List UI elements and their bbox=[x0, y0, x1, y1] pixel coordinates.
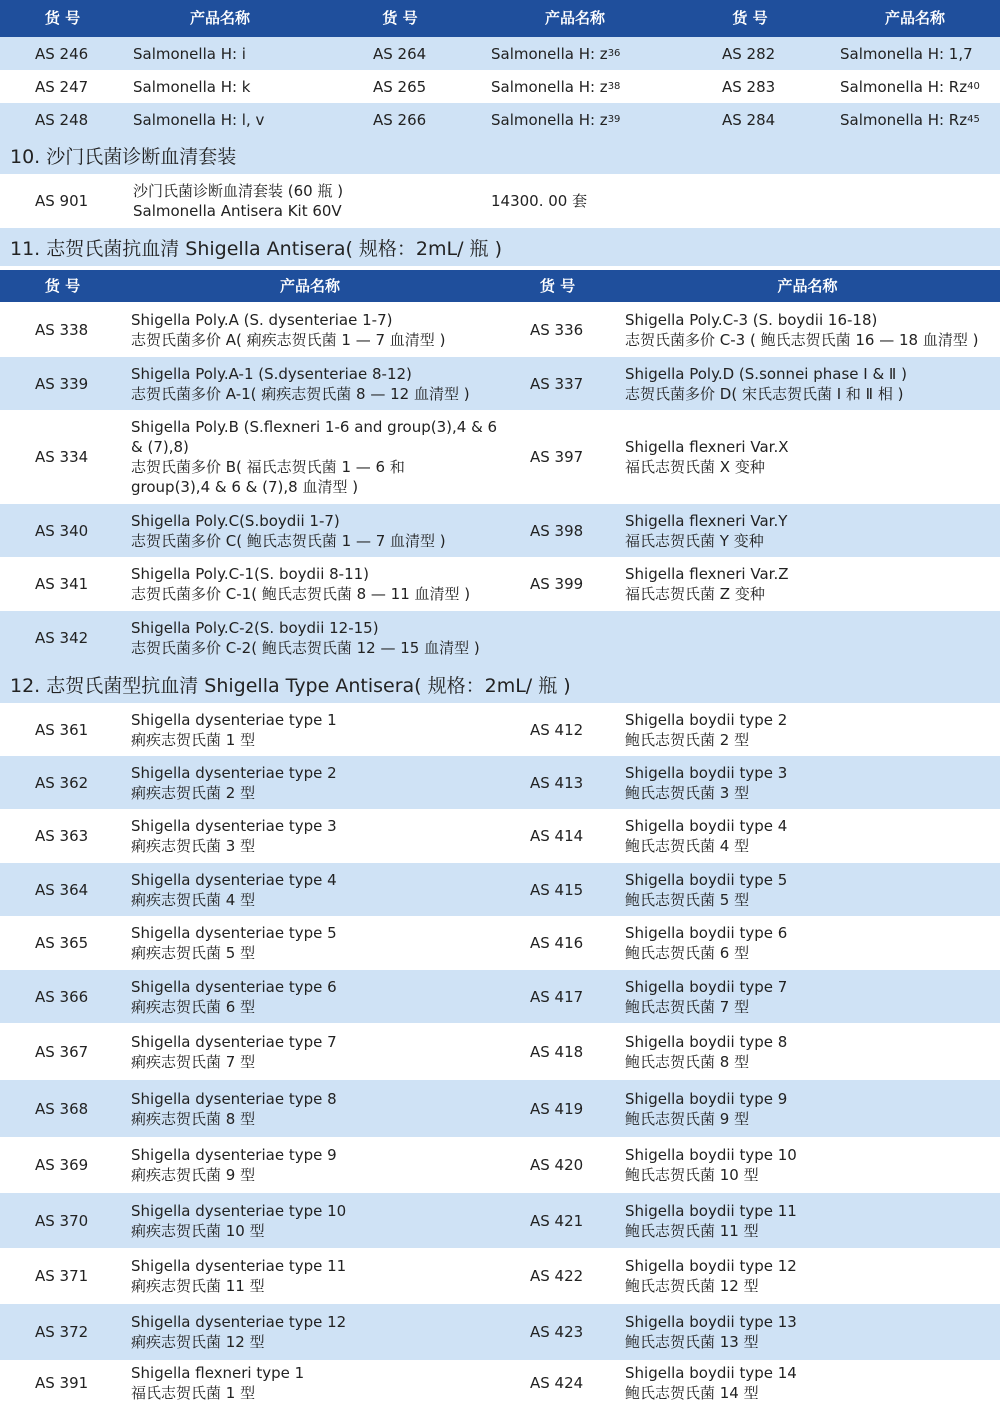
product-name-line: 鲍氏志贺氏菌 11 型 bbox=[625, 1221, 759, 1240]
product-name-line: Shigella Poly.C-3 (S. boydii 16-18) bbox=[625, 311, 878, 329]
product-name bbox=[625, 1360, 797, 1406]
product-name bbox=[625, 1248, 797, 1304]
product-name-line: Shigella dysenteriae type 4 bbox=[131, 870, 337, 889]
product-name bbox=[625, 756, 787, 809]
product-name bbox=[131, 703, 337, 756]
product-name bbox=[625, 863, 787, 916]
product-code: AS 417 bbox=[530, 987, 584, 1006]
product-code: AS 338 bbox=[35, 321, 89, 339]
table-row bbox=[0, 557, 1000, 611]
section-11-title bbox=[0, 228, 1000, 266]
product-name-line: Shigella dysenteriae type 12 bbox=[131, 1313, 347, 1331]
product-code: AS 413 bbox=[530, 773, 584, 792]
product-code: AS 363 bbox=[35, 827, 89, 845]
product-code: AS 412 bbox=[530, 720, 584, 739]
product-code: AS 419 bbox=[530, 1099, 584, 1118]
product-code: AS 416 bbox=[530, 934, 584, 952]
product-name-line: 鲍氏志贺氏菌 2 型 bbox=[625, 730, 750, 749]
product-name-line: 鲍氏志贺氏菌 5 型 bbox=[625, 890, 750, 909]
table2-header bbox=[0, 270, 1000, 302]
table-row bbox=[0, 1080, 1000, 1137]
product-code: AS 336 bbox=[530, 321, 584, 339]
table-row bbox=[0, 970, 1000, 1023]
product-name bbox=[625, 1080, 787, 1137]
product-name bbox=[131, 504, 446, 557]
product-name-line: 鲍氏志贺氏菌 6 型 bbox=[625, 944, 750, 962]
product-code: AS 362 bbox=[35, 773, 89, 792]
product-name bbox=[131, 1193, 346, 1248]
product-name bbox=[625, 303, 978, 357]
product-name-line: Shigella boydii type 7 bbox=[625, 977, 788, 996]
product-name bbox=[625, 916, 787, 970]
product-code: AS 337 bbox=[530, 374, 584, 393]
product-name-line: Shigella dysenteriae type 3 bbox=[131, 817, 337, 835]
product-name-line: 福氏志贺氏菌 X 变种 bbox=[625, 458, 765, 476]
table-row bbox=[0, 70, 1000, 103]
product-name-line: Shigella boydii type 8 bbox=[625, 1032, 788, 1051]
product-name-line: 痢疾志贺氏菌 2 型 bbox=[131, 783, 256, 802]
header-name-2: 产品名称 bbox=[544, 9, 605, 27]
product-name-line: Shigella dysenteriae type 10 bbox=[131, 1201, 347, 1220]
product-name-line: Shigella dysenteriae type 9 bbox=[131, 1146, 337, 1164]
product-name-line: Shigella dysenteriae type 8 bbox=[131, 1089, 337, 1108]
product-name bbox=[625, 1137, 797, 1193]
product-code: AS 421 bbox=[530, 1211, 584, 1230]
product-name-line: 志贺氏菌多价 A( 痢疾志贺氏菌 1 — 7 血清型 ) bbox=[131, 331, 446, 349]
product-name: Salmonella H: Rz 45 bbox=[840, 110, 980, 129]
product-name-line: 鲍氏志贺氏菌 9 型 bbox=[625, 1109, 750, 1128]
product-code: AS 398 bbox=[530, 521, 584, 540]
product-name bbox=[131, 1023, 337, 1080]
product-name-line: Shigella boydii type 14 bbox=[625, 1364, 797, 1382]
product-name: Salmonella H: z 36 bbox=[491, 44, 621, 63]
section-title: 12. 志贺氏菌型抗血清 Shigella Type Antisera( 规格：2mL/ 瓶 ) bbox=[10, 674, 571, 697]
product-name-line: 痢疾志贺氏菌 8 型 bbox=[131, 1109, 256, 1128]
table-row bbox=[0, 1023, 1000, 1080]
product-code: AS 367 bbox=[35, 1042, 89, 1061]
product-name bbox=[625, 703, 787, 756]
table1-header bbox=[0, 0, 1000, 37]
header-name-2: 产品名称 bbox=[777, 277, 838, 295]
product-name-line: Shigella flexneri Var.X bbox=[625, 438, 789, 456]
product-code: AS 341 bbox=[35, 575, 89, 593]
product-name bbox=[625, 1304, 797, 1360]
product-name-line: 痢疾志贺氏菌 9 型 bbox=[131, 1166, 256, 1184]
table-row bbox=[0, 611, 1000, 665]
product-price: 14300. 00 套 bbox=[491, 192, 588, 210]
product-name-line: 痢疾志贺氏菌 1 型 bbox=[131, 730, 256, 749]
table-row bbox=[0, 916, 1000, 970]
product-code: AS 284 bbox=[722, 110, 776, 129]
product-name-line: Shigella Poly.D (S.sonnei phase Ⅰ & Ⅱ ) bbox=[625, 364, 907, 383]
product-code: AS 422 bbox=[530, 1267, 584, 1285]
product-name-line: 鲍氏志贺氏菌 4 型 bbox=[625, 837, 750, 855]
header-name-1: 产品名称 bbox=[189, 9, 250, 27]
product-code: AS 369 bbox=[35, 1156, 89, 1174]
table-row bbox=[0, 1248, 1000, 1304]
product-name bbox=[133, 174, 343, 228]
product-name-line: Shigella dysenteriae type 6 bbox=[131, 977, 337, 996]
product-name-line: Shigella dysenteriae type 11 bbox=[131, 1257, 347, 1275]
product-name: Salmonella H: k bbox=[133, 77, 251, 96]
product-name bbox=[131, 756, 337, 809]
product-code: AS 266 bbox=[373, 110, 427, 129]
product-name-line: 痢疾志贺氏菌 12 型 bbox=[131, 1333, 265, 1351]
product-name bbox=[131, 611, 480, 665]
section-10-title bbox=[0, 136, 1000, 174]
product-name bbox=[131, 863, 337, 916]
product-name-line: Shigella flexneri Var.Y bbox=[625, 511, 788, 530]
product-code: AS 246 bbox=[35, 44, 89, 63]
product-name: Salmonella H: 1,7 bbox=[840, 44, 973, 63]
product-name bbox=[131, 410, 497, 504]
product-name-line: Shigella flexneri Var.Z bbox=[625, 565, 789, 583]
header-code-1: 货 号 bbox=[44, 9, 81, 27]
table-row bbox=[0, 1137, 1000, 1193]
product-name bbox=[625, 1193, 797, 1248]
header-code-2: 货 号 bbox=[382, 9, 418, 27]
product-name bbox=[131, 1248, 346, 1304]
header-code-3: 货 号 bbox=[732, 9, 768, 27]
table-row bbox=[0, 1193, 1000, 1248]
product-name-line: 志贺氏菌多价 C-3 ( 鲍氏志贺氏菌 16 — 18 血清型 ) bbox=[625, 331, 979, 349]
table-row bbox=[0, 1360, 1000, 1406]
section-title: 10. 沙门氏菌诊断血清套装 bbox=[10, 145, 237, 168]
product-name-line: Shigella boydii type 10 bbox=[625, 1146, 797, 1164]
product-name-line: 志贺氏菌多价 C-2( 鲍氏志贺氏菌 12 — 15 血清型 ) bbox=[131, 639, 480, 657]
product-code: AS 342 bbox=[35, 629, 89, 647]
product-name bbox=[625, 1023, 787, 1080]
product-code: AS 368 bbox=[35, 1099, 89, 1118]
product-name-line: 鲍氏志贺氏菌 12 型 bbox=[625, 1277, 759, 1295]
product-code: AS 339 bbox=[35, 374, 89, 393]
product-name: Salmonella H: z 38 bbox=[491, 77, 621, 96]
product-name-line: 鲍氏志贺氏菌 10 型 bbox=[625, 1166, 759, 1184]
product-name-line: Shigella Poly.A (S. dysenteriae 1-7) bbox=[131, 311, 393, 329]
product-name-line: 鲍氏志贺氏菌 14 型 bbox=[625, 1384, 759, 1402]
table-row bbox=[0, 756, 1000, 809]
product-name-line: Shigella boydii type 12 bbox=[625, 1257, 797, 1275]
product-code: AS 371 bbox=[35, 1267, 89, 1285]
product-name bbox=[131, 1080, 337, 1137]
table-row bbox=[0, 303, 1000, 357]
product-code: AS 334 bbox=[35, 448, 89, 466]
header-code-2: 货 号 bbox=[539, 277, 576, 295]
product-code: AS 418 bbox=[530, 1042, 584, 1061]
table-row bbox=[0, 410, 1000, 504]
table-row bbox=[0, 703, 1000, 756]
product-name-line: Shigella dysenteriae type 5 bbox=[131, 924, 337, 942]
product-code: AS 901 bbox=[35, 192, 89, 210]
section-12-title bbox=[0, 665, 1000, 703]
product-code: AS 264 bbox=[373, 44, 427, 63]
table-row bbox=[0, 357, 1000, 410]
product-name-line: 志贺氏菌多价 B( 福氏志贺氏菌 1 — 6 和 bbox=[131, 458, 405, 476]
product-name-line: 痢疾志贺氏菌 10 型 bbox=[131, 1221, 265, 1240]
product-name-line: 鲍氏志贺氏菌 3 型 bbox=[625, 783, 750, 802]
table-row bbox=[0, 103, 1000, 136]
product-name-line: 志贺氏菌多价 C-1( 鲍氏志贺氏菌 8 — 11 血清型 ) bbox=[131, 585, 471, 603]
product-name-line: 痢疾志贺氏菌 4 型 bbox=[131, 890, 256, 909]
product-code: AS 424 bbox=[530, 1374, 584, 1392]
product-code: AS 399 bbox=[530, 575, 584, 593]
product-name-line: Shigella boydii type 6 bbox=[625, 924, 788, 942]
product-code: AS 423 bbox=[530, 1323, 584, 1341]
product-name-line: 福氏志贺氏菌 Y 变种 bbox=[625, 531, 764, 550]
product-name bbox=[625, 357, 907, 410]
product-code: AS 414 bbox=[530, 827, 584, 845]
product-code: AS 366 bbox=[35, 987, 89, 1006]
product-name-line: Shigella boydii type 13 bbox=[625, 1313, 797, 1331]
product-name bbox=[131, 1137, 337, 1193]
product-name-line: Shigella boydii type 2 bbox=[625, 710, 788, 729]
product-name-en: Salmonella Antisera Kit 60V bbox=[133, 202, 342, 220]
product-name-line: Shigella dysenteriae type 7 bbox=[131, 1032, 337, 1051]
product-name-line: Shigella dysenteriae type 1 bbox=[131, 710, 337, 729]
product-name-line: Shigella boydii type 9 bbox=[625, 1089, 788, 1108]
product-name-line: 痢疾志贺氏菌 11 型 bbox=[131, 1277, 265, 1295]
product-name bbox=[131, 1304, 346, 1360]
product-name bbox=[131, 809, 337, 863]
product-name-line: & (7),8) bbox=[131, 438, 189, 456]
table-row bbox=[0, 809, 1000, 863]
product-code: AS 391 bbox=[35, 1374, 89, 1392]
section-title: 11. 志贺氏菌抗血清 Shigella Antisera( 规格：2mL/ 瓶 ) bbox=[10, 237, 503, 260]
product-name-line: Shigella Poly.A-1 (S.dysenteriae 8-12) bbox=[131, 364, 412, 383]
header-code-1: 货 号 bbox=[44, 277, 81, 295]
product-code: AS 361 bbox=[35, 720, 89, 739]
product-name bbox=[625, 410, 789, 504]
product-code: AS 265 bbox=[373, 77, 427, 96]
product-name: Salmonella H: i bbox=[133, 44, 246, 63]
product-name-line: 痢疾志贺氏菌 5 型 bbox=[131, 944, 256, 962]
product-code: AS 247 bbox=[35, 77, 89, 96]
product-code: AS 248 bbox=[35, 110, 89, 129]
product-name-line: Shigella Poly.C-2(S. boydii 12-15) bbox=[131, 619, 379, 637]
product-name bbox=[625, 970, 787, 1023]
product-name bbox=[131, 970, 337, 1023]
product-name-line: 鲍氏志贺氏菌 13 型 bbox=[625, 1333, 759, 1351]
product-name-line: Shigella boydii type 11 bbox=[625, 1201, 797, 1220]
product-code: AS 282 bbox=[722, 44, 776, 63]
product-name-line: 痢疾志贺氏菌 3 型 bbox=[131, 837, 256, 855]
table-row bbox=[0, 863, 1000, 916]
product-name-line: 福氏志贺氏菌 Z 变种 bbox=[625, 585, 765, 603]
product-name-line: Shigella Poly.C(S.boydii 1-7) bbox=[131, 511, 340, 530]
product-name-line: Shigella dysenteriae type 2 bbox=[131, 763, 337, 782]
product-code: AS 283 bbox=[722, 77, 776, 96]
product-code: AS 397 bbox=[530, 448, 584, 466]
product-name-line: Shigella flexneri type 1 bbox=[131, 1364, 305, 1382]
header-name-3: 产品名称 bbox=[884, 9, 945, 27]
product-name-line: Shigella boydii type 4 bbox=[625, 817, 788, 835]
product-code: AS 415 bbox=[530, 880, 584, 899]
table-row bbox=[0, 1304, 1000, 1360]
product-name-line: Shigella Poly.B (S.flexneri 1-6 and group(3),4 & 6 bbox=[131, 418, 498, 436]
product-code: AS 372 bbox=[35, 1323, 89, 1341]
product-name-line: 鲍氏志贺氏菌 8 型 bbox=[625, 1052, 750, 1071]
product-code: AS 340 bbox=[35, 521, 89, 540]
table-row bbox=[0, 174, 1000, 228]
product-name-cn: 沙门氏菌诊断血清套装 (60 瓶 ) bbox=[133, 182, 344, 200]
product-name: Salmonella H: z 39 bbox=[491, 110, 621, 129]
product-name bbox=[625, 557, 789, 611]
product-code: AS 364 bbox=[35, 880, 89, 899]
product-name-line: 福氏志贺氏菌 1 型 bbox=[131, 1384, 256, 1402]
product-name-line: 志贺氏菌多价 C( 鲍氏志贺氏菌 1 — 7 血清型 ) bbox=[131, 531, 446, 550]
product-name-line: 痢疾志贺氏菌 6 型 bbox=[131, 997, 256, 1016]
product-name bbox=[625, 809, 787, 863]
table-row bbox=[0, 504, 1000, 557]
product-name bbox=[625, 504, 787, 557]
product-code: AS 420 bbox=[530, 1156, 584, 1174]
product-name-line: Shigella boydii type 5 bbox=[625, 870, 788, 889]
product-name-line: 志贺氏菌多价 A-1( 痢疾志贺氏菌 8 — 12 血清型 ) bbox=[131, 384, 470, 403]
product-name bbox=[131, 1360, 304, 1406]
product-name-line: 痢疾志贺氏菌 7 型 bbox=[131, 1052, 256, 1071]
product-name: Salmonella H: l, v bbox=[133, 110, 265, 129]
product-name-line: Shigella Poly.C-1(S. boydii 8-11) bbox=[131, 565, 370, 583]
product-name-line: 鲍氏志贺氏菌 7 型 bbox=[625, 997, 750, 1016]
header-name-1: 产品名称 bbox=[279, 277, 340, 295]
product-name bbox=[131, 916, 337, 970]
product-name-line: group(3),4 & 6 & (7),8 血清型 ) bbox=[131, 478, 359, 496]
product-name bbox=[131, 357, 470, 410]
product-name-line: 志贺氏菌多价 D( 宋氏志贺氏菌 Ⅰ 和 Ⅱ 相 ) bbox=[625, 384, 904, 403]
product-name-line: Shigella boydii type 3 bbox=[625, 763, 788, 782]
product-name bbox=[131, 557, 470, 611]
product-name bbox=[131, 303, 445, 357]
table-row bbox=[0, 37, 1000, 70]
product-code: AS 370 bbox=[35, 1211, 89, 1230]
product-name: Salmonella H: Rz 40 bbox=[840, 77, 980, 96]
product-code: AS 365 bbox=[35, 934, 89, 952]
